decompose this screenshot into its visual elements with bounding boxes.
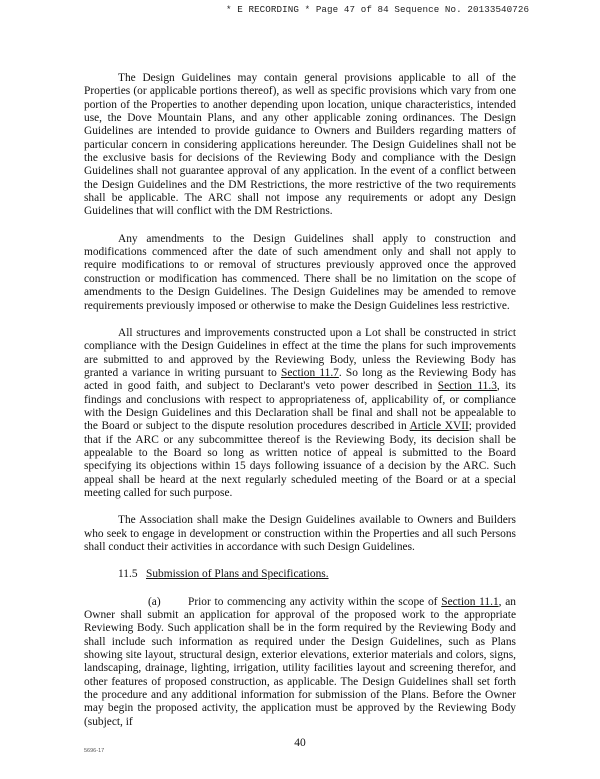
paragraph-design-guidelines: The Design Guidelines may contain general provisions applicable to all of the Properties (or applicable portions thereof), as well as specific provisions which vary from one portion of the Properties to another depending upon location, unique characteristics, intended use, the Dove Mountain Plans, and any other applicable zoning ordinances. The Design Guidelines are intended to provide guidance to Owners and Builders regarding matters of particular concern in considering applications hereunder. The Design Guidelines shall not be the exclusive basis for decisions of the Reviewing Body and compliance with the Design Guidelines shall not guarantee approval of any application. In the event of a conflict between the Design Guidelines and the DM Restrictions, the more restrictive of the two requirements shall be applicable. The ARC shall not impose any requirements or adopt any Design Guidelines that will conflict with the DM Restrictions. [84,72,516,218]
section-reference-link: Section 11.3 [437,380,497,393]
paragraph-text: Prior to commencing any activity within the scope of [188,595,438,608]
recording-header: * E RECORDING * Page 47 of 84 Sequence No. 20133540726 [226,4,530,15]
paragraph-amendments: Any amendments to the Design Guidelines shall apply to construction and modifications commenced after the date of such amendment only and shall not apply to require modifications to or removal of structures previously approved once the approved construction or modification has commenced. There shall be no limitation on the scope of amendments to the Design Guidelines. The Design Guidelines may be amended to remove requirements previously imposed or otherwise to make the Design Guidelines less restrictive. [84,232,516,312]
section-heading [84,568,516,581]
subparagraph-a [84,596,516,729]
paragraph-text: ; provided that if the ARC or any subcommittee thereof is the Reviewing Body, its decision shall be appealable to the Board so long as written notice of appeal is submitted to the Board specifying its objections within 15 days following issuance of a decision by the ARC. Such appeal shall be heard at the next regularly scheduled meeting of the Board or at a special meeting called for such purpose. [84,420,516,499]
paragraph-compliance [84,327,516,500]
page-number: 40 [294,737,306,749]
paragraph-text: . So long as the Reviewing Body has acted in good faith, and subject to Declarant's veto power described in [84,366,516,393]
paragraph-text: All structures and improvements constructed upon a Lot shall be constructed in strict compliance with the Design Guidelines in effect at the time the plans for such improvements are submitted to and approved by the Reviewing Body, unless the Reviewing Body has granted a variance in writing pursuant to [84,326,516,379]
document-body [84,72,516,743]
paragraph-availability: The Association shall make the Design Guidelines available to Owners and Builders who seek to engage in development or construction within the Properties and all such Persons shall conduct their activities in accordance with such Design Guidelines. [84,514,516,553]
footer-document-code: 5696-17 [84,748,105,754]
paragraph-text: , an Owner shall submit an application for approval of the proposed work to the appropriate Reviewing Body. Such application shall be in the form required by the Reviewing Body and shall include such information as required under the Design Guidelines, such as Plans showing site layout, structural design, exterior elevations, exterior materials and colors, signs, landscaping, drainage, lighting, irrigation, utility facilities layout and screening therefor, and other features of proposed construction, as applicable. The Design Guidelines shall set forth the procedure and any additional information for submission of the Plans. Before the Owner may begin the proposed activity, the application must be approved by the Reviewing Body (subject, if [84,595,516,728]
section-number: 11.5 [118,568,138,581]
article-reference-link: Article XVII [409,420,469,433]
subparagraph-label: (a) [148,595,161,608]
section-reference-link: Section 11.1 [441,595,499,608]
paragraph-text: , its findings and conclusions with respect to appropriateness of, applicability of, or compliance with the Design Guidelines and this Declaration shall be final and shall not be appealable to the Board or subject to the dispute resolution procedures described in [84,380,516,433]
section-title: Submission of Plans and Specifications. [146,568,329,581]
section-reference-link: Section 11.7 [281,366,339,379]
